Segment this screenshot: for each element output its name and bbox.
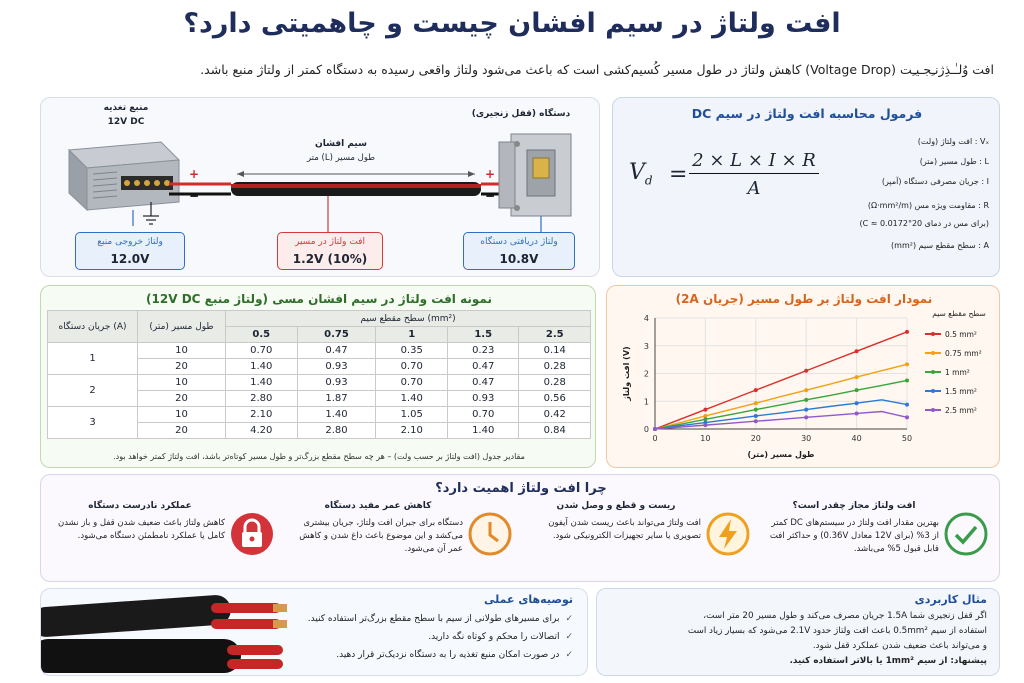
drop-value-cell: 2.10 [226, 407, 298, 423]
why-item-text: دستگاه برای جبران افت ولتاژ، جریان بیشتری می‌کشد و این موضوع باعث داغ شدن و کاهش عمر آن می‌شود. [299, 518, 463, 554]
formula-denominator: A [747, 178, 761, 199]
drop-value-cell: 1.40 [376, 391, 448, 407]
drop-value-cell: 0.28 [519, 359, 591, 375]
check-icon: ✓ [565, 632, 573, 642]
data-point [855, 401, 859, 405]
header-section-value: 2.5 [519, 327, 591, 343]
y-tick-label: 2 [643, 369, 649, 379]
data-point [804, 369, 808, 373]
current-cell: 1 [48, 343, 138, 375]
legend-entry: 1.5 mm² [945, 387, 977, 396]
data-point [804, 415, 808, 419]
data-point [905, 403, 909, 407]
table-note: مقادیر جدول (افت ولتاژ بر حسب ولت) – هر چه سطح مقطع بزرگ‌تر و طول مسیر کوتاه‌تر باشد، افت ولتاژ کمتر خواهد بود. [113, 452, 525, 461]
x-tick-label: 50 [901, 434, 913, 443]
data-point [703, 408, 707, 412]
example-text: اگر قفل زنجیری شما 1.5A جریان مصرف می‌کند و طول مسیر 20 متر است، استفاده از سیم 0.5mm² باعث افت ولتاژ حدود 2.1V می‌شود که بسیار زیاد است و می‌تواند باعث ضعیف شدن عملکرد قفل شود. پیشنهاد: از سیم 1mm² یا بالاتر استفاده کنید. [687, 611, 987, 666]
data-point [855, 375, 859, 379]
legend-resistivity-note: (برای مس در دمای 20°C ≈ 0.0172) [859, 219, 989, 228]
data-point [905, 415, 909, 419]
why-item-text: افت ولتاژ می‌تواند باعث ریست شدن آیفون تصویری یا سایر تجهیزات الکترونیکی شود. [548, 518, 701, 541]
drop-value-cell: 4.20 [226, 423, 298, 439]
power-supply-icon [69, 142, 179, 210]
legend-title: سطح مقطع سیم [932, 309, 986, 318]
importance-panel [40, 474, 1000, 582]
current-cell: 3 [48, 407, 138, 439]
plus-sign-right: + [484, 167, 496, 181]
check-circle-icon [943, 511, 989, 557]
data-point [804, 388, 808, 392]
drop-value-cell: 0.70 [447, 407, 519, 423]
cable-title: سیم افشان [315, 139, 367, 149]
drop-value-cell: 0.35 [376, 343, 448, 359]
data-point [754, 401, 758, 405]
drop-value-cell: 0.47 [297, 343, 376, 359]
y-tick-label: 1 [643, 397, 649, 407]
table-title: نمونه افت ولتاژ در سیم افشان مسی (ولتاژ منبع 12V DC) [146, 292, 492, 306]
why-item-title: ریست و قطع و وصل شدن [556, 501, 676, 511]
y-tick-label: 3 [643, 341, 649, 351]
device-title: دستگاه (قفل زنجیری) [471, 109, 571, 119]
formula-panel [612, 97, 1000, 277]
data-point [703, 423, 707, 427]
why-item-allowed [759, 501, 991, 581]
importance-title: چرا افت ولتاژ اهمیت دارد؟ [435, 481, 607, 496]
drop-value-cell: 0.70 [376, 359, 448, 375]
data-point [754, 388, 758, 392]
clock-icon [467, 511, 513, 557]
current-cell: 2 [48, 375, 138, 407]
drop-value-cell: 1.87 [297, 391, 376, 407]
minus-sign-right: − [484, 189, 496, 203]
x-tick-label: 40 [851, 434, 862, 443]
x-tick-label: 10 [700, 434, 711, 443]
legend-area: A : سطح مقطع سیم (mm²) [891, 241, 989, 250]
device-voltage-value: 10.8V [499, 252, 539, 266]
output-voltage-label: ولتاژ خروجی منبع [97, 237, 163, 247]
data-point [754, 414, 758, 418]
legend-marker [931, 370, 935, 374]
drop-value-cell: 0.93 [297, 359, 376, 375]
voltage-drop-table [47, 310, 591, 439]
series-line [655, 380, 907, 429]
recommendation-item: ✓اتصالات را محکم و کوتاه نگه دارید. [428, 632, 573, 642]
formula-title: فرمول محاسبه افت ولتاژ در سیم DC [691, 106, 923, 121]
chart-panel [606, 285, 1000, 468]
lightning-icon [705, 511, 751, 557]
drop-value-cell: 0.70 [226, 343, 298, 359]
voltage-drop-value: 1.2V (10%) [292, 252, 368, 266]
cable-length-label: طول مسیر (L) متر [306, 153, 376, 163]
why-item-text: بهترین مقدار افت ولتاژ در سیستم‌های DC کمتر از 3% (برای 12V معادل 0.36V) و حداکثر افت قابل قبول 5% می‌باشد. [769, 518, 939, 554]
data-point [905, 330, 909, 334]
voltage-drop-table-panel [40, 285, 596, 468]
legend-entry: 0.75 mm² [945, 349, 982, 358]
drop-value-cell: 0.93 [447, 391, 519, 407]
length-cell: 20 [138, 359, 226, 375]
recommendations-title: توصیه‌های عملی [484, 593, 573, 606]
equals-sign: = [669, 162, 688, 187]
legend-entry: 0.5 mm² [945, 330, 977, 339]
why-item-malfunction [45, 501, 277, 581]
x-tick-label: 30 [801, 434, 812, 443]
drop-value-cell: 1.40 [297, 407, 376, 423]
x-axis-label: طول مسیر (متر) [747, 450, 815, 459]
drop-value-cell: 0.14 [519, 343, 591, 359]
y-tick-label: 0 [643, 425, 649, 434]
drop-value-cell: 1.05 [376, 407, 448, 423]
recommendation-item: ✓در صورت امکان منبع تغذیه را به دستگاه نزدیک‌تر قرار دهید. [336, 650, 573, 660]
length-cell: 10 [138, 343, 226, 359]
legend-entry: 2.5 mm² [945, 406, 977, 415]
drop-value-cell: 0.84 [519, 423, 591, 439]
why-item-lifespan [283, 501, 515, 581]
cable-photo-icon [41, 589, 291, 676]
page-title: افت ولتاژ در سیم افشان چیست و چاهمیتی دارد؟ [183, 8, 841, 39]
header-section-value: 1 [376, 327, 448, 343]
check-icon: ✓ [565, 650, 573, 660]
minus-sign-left: − [188, 189, 200, 203]
drop-value-cell: 2.10 [376, 423, 448, 439]
why-item-title: افت ولتاژ مجاز چقدر است؟ [792, 501, 916, 511]
legend-vd: Vₓ : افت ولتاژ (ولت) [917, 137, 989, 146]
drop-value-cell: 0.56 [519, 391, 591, 407]
drop-value-cell: 0.70 [376, 375, 448, 391]
drop-value-cell: 0.47 [447, 359, 519, 375]
header-section: سطح مقطع سیم (mm²) [226, 311, 591, 327]
legend-marker [931, 332, 935, 336]
data-point [905, 362, 909, 366]
circuit-diagram-panel [40, 97, 600, 277]
table-row [48, 375, 591, 391]
y-axis-label: افت ولتاژ (V) [622, 346, 631, 401]
header-current: جریان دستگاه (A) [48, 311, 138, 343]
legend-marker [931, 408, 935, 412]
electric-lock-icon [499, 134, 571, 216]
chart-title: نمودار افت ولتاژ بر طول مسیر (جریان 2A) [675, 292, 933, 306]
drop-value-cell: 1.40 [226, 359, 298, 375]
series-line [655, 332, 907, 429]
table-row [48, 407, 591, 423]
device-voltage-label: ولتاژ دریافتی دستگاه [480, 237, 558, 247]
data-point [754, 419, 758, 423]
recommendations-panel [40, 588, 588, 676]
legend-marker [931, 389, 935, 393]
drop-value-cell: 0.47 [447, 375, 519, 391]
device-voltage-box [463, 232, 575, 270]
drop-value-cell: 0.42 [519, 407, 591, 423]
data-point [855, 388, 859, 392]
voltage-drop-label: افت ولتاژ در مسیر [294, 237, 365, 247]
drop-value-cell: 0.23 [447, 343, 519, 359]
check-icon: ✓ [565, 614, 573, 624]
voltage-drop-box [277, 232, 383, 270]
data-point [804, 408, 808, 412]
drop-value-cell: 1.40 [447, 423, 519, 439]
x-tick-label: 0 [652, 434, 658, 443]
data-point [905, 378, 909, 382]
table-row [48, 343, 591, 359]
drop-value-cell: 0.28 [519, 375, 591, 391]
x-tick-label: 20 [750, 434, 761, 443]
why-item-title: عملکرد نادرست دستگاه [88, 501, 192, 511]
drop-value-cell: 2.80 [297, 423, 376, 439]
voltage-drop-chart [607, 286, 1001, 469]
header-section-value: 0.5 [226, 327, 298, 343]
data-point [855, 411, 859, 415]
supply-title: منبع تغذیه [103, 103, 149, 113]
data-point [855, 349, 859, 353]
formula-lhs: $V_d$ [629, 160, 653, 188]
why-item-title: کاهش عمر مفید دستگاه [324, 501, 432, 511]
legend-entry: 1 mm² [945, 368, 970, 377]
why-item-text: کاهش ولتاژ باعث ضعیف شدن قفل و باز نشدن کامل یا عملکرد نامطمئن دستگاه می‌شود. [57, 518, 225, 541]
legend-length: L : طول مسیر (متر) [919, 157, 989, 166]
length-cell: 20 [138, 391, 226, 407]
legend-marker [931, 351, 935, 355]
output-voltage-box [75, 232, 185, 270]
length-cell: 10 [138, 407, 226, 423]
data-point [653, 427, 657, 431]
formula-numerator: 2 × L × I × R [689, 150, 819, 174]
header-section-value: 0.75 [297, 327, 376, 343]
example-panel [596, 588, 1000, 676]
length-cell: 20 [138, 423, 226, 439]
legend-resistivity: R : مقاومت ویژه مس (Ω·mm²/m) [867, 201, 989, 210]
length-cell: 10 [138, 375, 226, 391]
intro-text: افت وُلـٰـذِژنـِجـیـِت (Voltage Drop) کاهش ولتاژ در طول مسیر کُسیم‌کشی است که باعث می‌شود ولتاژ واقعی رسیده به دستگاه کمتر از ولتاژ منبع باشد. [200, 62, 994, 77]
plus-sign-left: + [188, 167, 200, 181]
why-item-reset [521, 501, 753, 581]
drop-value-cell: 0.93 [297, 375, 376, 391]
drop-value-cell: 1.40 [226, 375, 298, 391]
recommendation-item: ✓برای مسیرهای طولانی از سیم با سطح مقطع بزرگ‌تر استفاده کنید. [307, 614, 573, 624]
data-point [804, 398, 808, 402]
example-title: مثال کاربردی [914, 593, 987, 606]
lock-icon [229, 511, 275, 557]
legend-current: I : جریان مصرفی دستگاه (آمپر) [881, 177, 989, 186]
output-voltage-value: 12.0V [110, 252, 150, 266]
y-tick-label: 4 [643, 314, 649, 323]
header-length: طول مسیر (متر) [138, 311, 226, 343]
supply-voltage: 12V DC [107, 117, 145, 127]
header-section-value: 1.5 [447, 327, 519, 343]
data-point [754, 408, 758, 412]
drop-value-cell: 2.80 [226, 391, 298, 407]
